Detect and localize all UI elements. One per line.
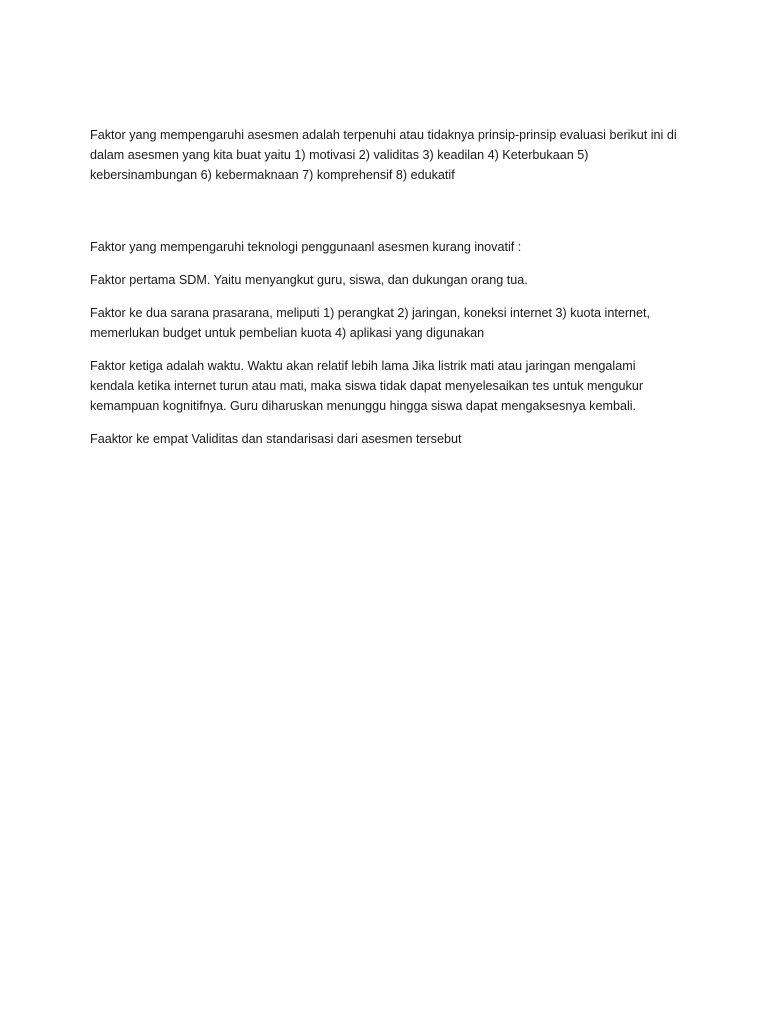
paragraph-technology-factors-heading: Faktor yang mempengaruhi teknologi penggunaanl asesmen kurang inovatif :	[90, 240, 522, 254]
paragraph-assessment-factors: Faktor yang mempengaruhi asesmen adalah terpenuhi atau tidaknya prinsip-prinsip evaluasi berikut ini di dalam asesmen yang kita buat yaitu 1) motivasi 2) validitas 3) keadilan 4) Keterbukaan 5) kebersinambungan 6) kebermaknaan 7) komprehensif 8) edukatif	[90, 128, 677, 182]
document-body	[90, 125, 680, 462]
paragraph-factor-three: Faktor ketiga adalah waktu. Waktu akan relatif lebih lama Jika listrik mati atau jaringan mengalami kendala ketika internet turun atau mati, maka siswa tidak dapat menyelesaikan tes untuk mengukur kemampuan kognitifnya. Guru diharuskan menunggu hingga siswa dapat mengaksesnya kembali.	[90, 359, 644, 413]
paragraph-factor-four: Faaktor ke empat Validitas dan standarisasi dari asesmen tersebut	[90, 432, 462, 446]
paragraph-factor-two: Faktor ke dua sarana prasarana, meliputi 1) perangkat 2) jaringan, koneksi internet 3) kuota internet, memerlukan budget untuk pembelian kuota 4) aplikasi yang digunakan	[90, 306, 651, 340]
paragraph-factor-one: Faktor pertama SDM. Yaitu menyangkut guru, siswa, dan dukungan orang tua.	[90, 273, 528, 287]
